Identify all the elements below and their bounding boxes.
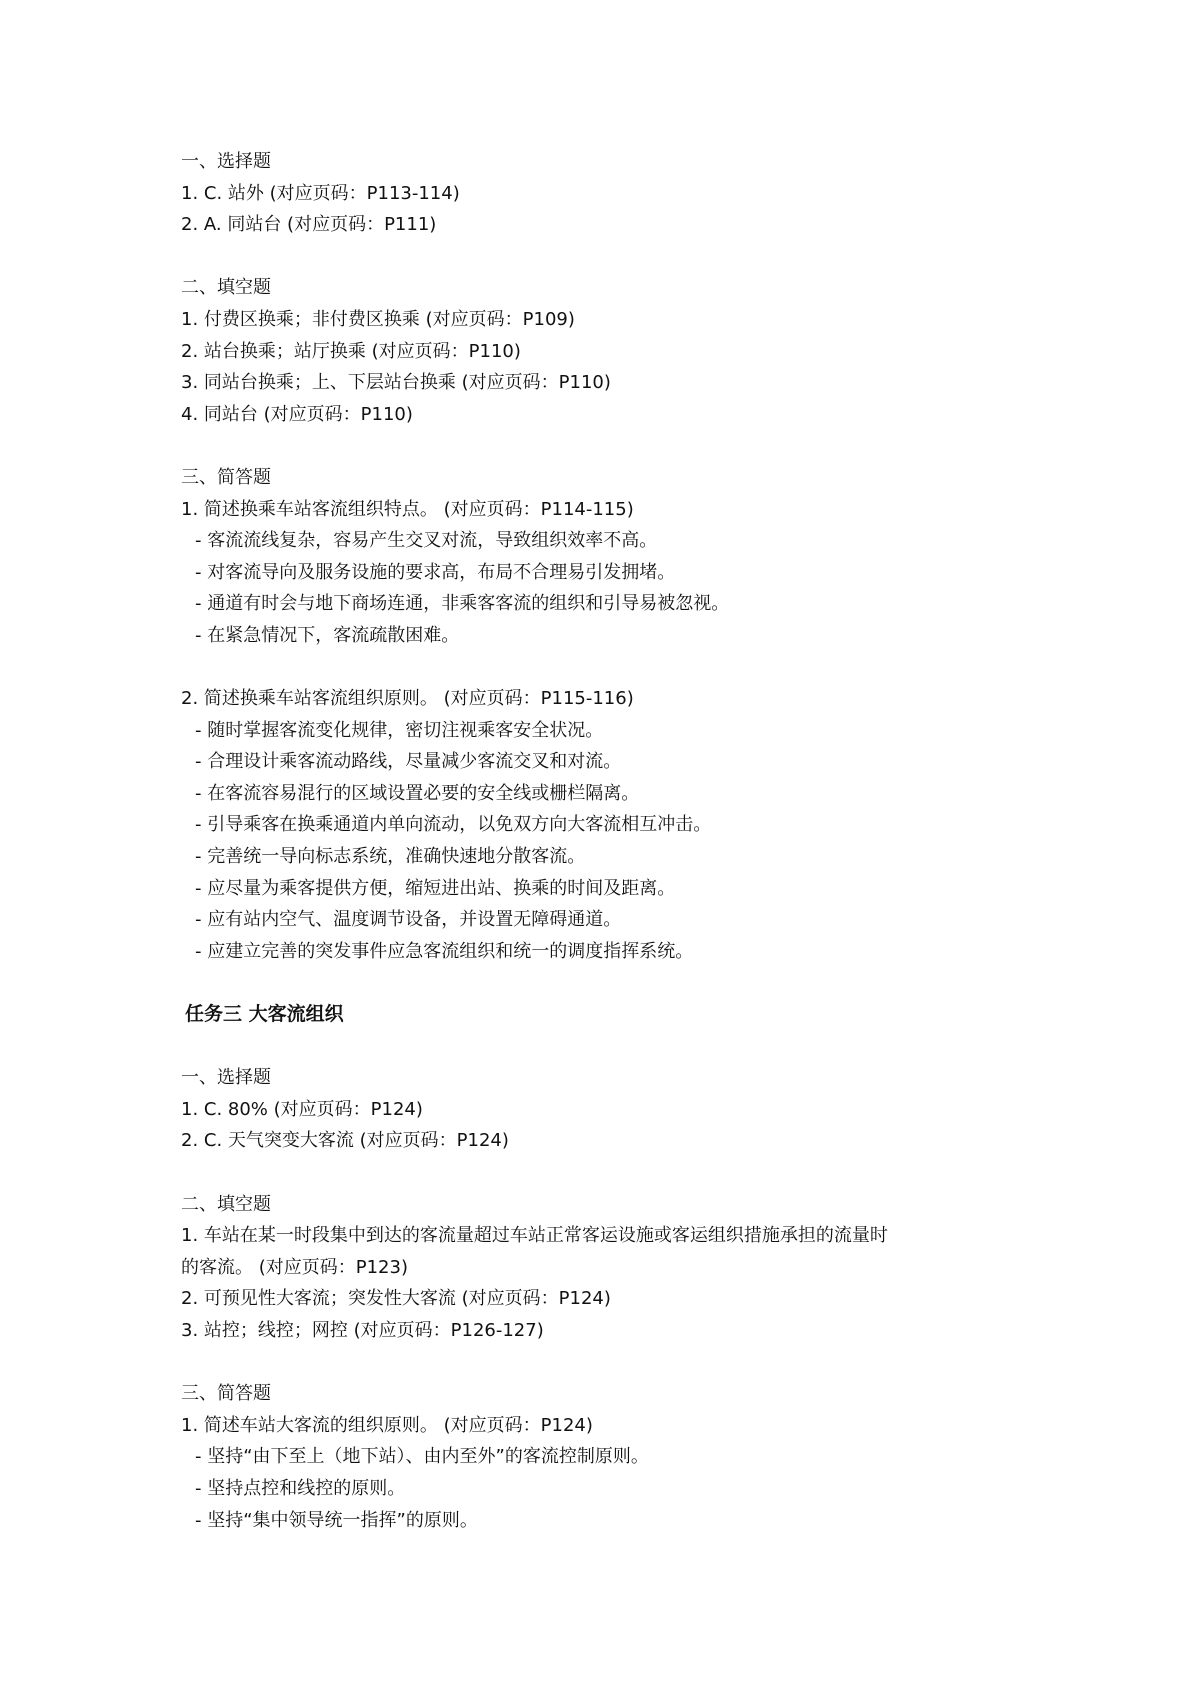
- bullet-point: - 坚持“由下至上（地下站）、由内至外”的客流控制原则。: [195, 1446, 649, 1468]
- answer-line: 1. 付费区换乘；非付费区换乘 (对应页码：P109): [181, 308, 575, 330]
- spacer: [181, 241, 1061, 273]
- question-line: 1. 简述车站大客流的组织原则。 (对应页码：P124): [181, 1414, 593, 1436]
- answer-line: 1. C. 站外 (对应页码：P113-114): [181, 182, 460, 204]
- answer-line: 的客流。 (对应页码：P123): [181, 1256, 408, 1278]
- spacer: [181, 1157, 1061, 1189]
- bullet-point: - 引导乘客在换乘通道内单向流动，以免双方向大客流相互冲击。: [195, 814, 712, 836]
- bullet-point: - 在客流容易混行的区域设置必要的安全线或栅栏隔离。: [195, 782, 640, 804]
- spacer: [181, 1031, 1061, 1063]
- answer-line: 2. A. 同站台 (对应页码：P111): [181, 214, 437, 236]
- document-body: [181, 146, 1061, 1536]
- bullet-point: - 坚持“集中领导统一指挥”的原则。: [195, 1509, 478, 1531]
- answer-line: 2. 站台换乘；站厅换乘 (对应页码：P110): [181, 340, 521, 362]
- bullet-point: - 完善统一导向标志系统，准确快速地分散客流。: [195, 846, 586, 868]
- question-line: 1. 简述换乘车站客流组织特点。 (对应页码：P114-115): [181, 498, 634, 520]
- bullet-point: - 客流流线复杂，容易产生交叉对流，导致组织效率不高。: [195, 530, 658, 552]
- section-heading-short-answer: 三、简答题: [181, 1383, 271, 1405]
- bullet-point: - 应尽量为乘客提供方便，缩短进出站、换乘的时间及距离。: [195, 877, 676, 899]
- bullet-point: - 应建立完善的突发事件应急客流组织和统一的调度指挥系统。: [195, 940, 694, 962]
- bullet-point: - 坚持点控和线控的原则。: [195, 1477, 406, 1499]
- section-heading-fill: 二、填空题: [181, 277, 271, 299]
- answer-line: 1. C. 80% (对应页码：P124): [181, 1098, 423, 1120]
- answer-line: 1. 车站在某一时段集中到达的客流量超过车站正常客运设施或客运组织措施承担的流量时: [181, 1225, 888, 1247]
- bullet-point: - 通道有时会与地下商场连通，非乘客客流的组织和引导易被忽视。: [195, 593, 730, 615]
- bullet-point: - 应有站内空气、温度调节设备，并设置无障碍通道。: [195, 909, 622, 931]
- bullet-point: - 在紧急情况下，客流疏散困难。: [195, 624, 460, 646]
- bullet-point: - 对客流导向及服务设施的要求高，布局不合理易引发拥堵。: [195, 561, 676, 583]
- spacer: [181, 967, 1061, 999]
- spacer: [181, 430, 1061, 462]
- spacer: [181, 1347, 1061, 1379]
- task-heading: 任务三 大客流组织: [185, 1003, 344, 1026]
- answer-line: 3. 同站台换乘；上、下层站台换乘 (对应页码：P110): [181, 372, 611, 394]
- section-heading-choice: 一、选择题: [181, 1067, 271, 1089]
- section-heading-short-answer: 三、简答题: [181, 466, 271, 488]
- question-line: 2. 简述换乘车站客流组织原则。 (对应页码：P115-116): [181, 688, 634, 710]
- answer-line: 4. 同站台 (对应页码：P110): [181, 403, 413, 425]
- bullet-point: - 合理设计乘客流动路线，尽量减少客流交叉和对流。: [195, 751, 622, 773]
- spacer: [181, 652, 1061, 684]
- section-heading-choice: 一、选择题: [181, 151, 271, 172]
- answer-line: 2. 可预见性大客流；突发性大客流 (对应页码：P124): [181, 1288, 611, 1310]
- answer-line: 3. 站控；线控；网控 (对应页码：P126-127): [181, 1319, 544, 1341]
- bullet-point: - 随时掌握客流变化规律，密切注视乘客安全状况。: [195, 719, 604, 741]
- section-heading-fill: 二、填空题: [181, 1193, 271, 1215]
- answer-line: 2. C. 天气突变大客流 (对应页码：P124): [181, 1130, 509, 1152]
